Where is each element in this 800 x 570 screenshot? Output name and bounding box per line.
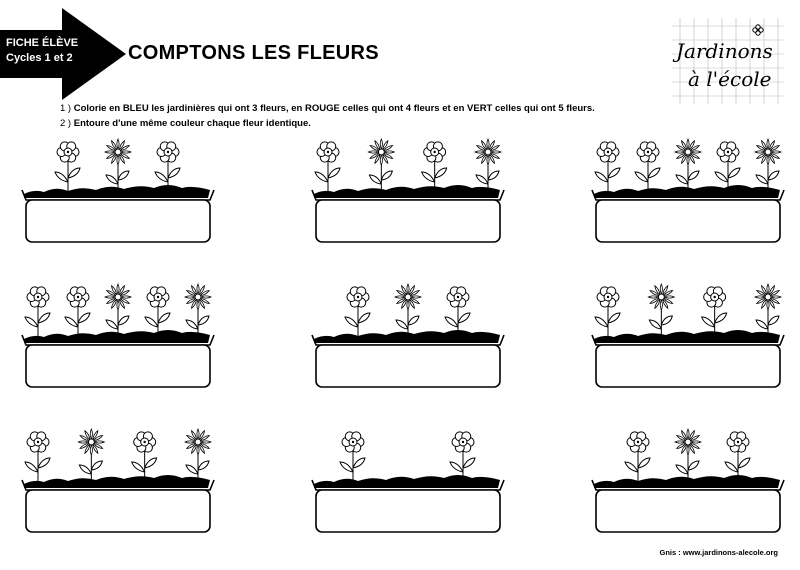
planter-drawing (18, 130, 218, 250)
logo-line1: Jardinons (676, 39, 773, 63)
instruction-number: 2 ) (60, 118, 72, 129)
daisy-flower[interactable] (755, 284, 781, 337)
daisy-flower[interactable] (78, 429, 104, 482)
round-flower[interactable] (422, 142, 447, 192)
planter-box (26, 200, 210, 242)
daisy-flower[interactable] (675, 429, 701, 482)
daisy-flower[interactable] (185, 284, 211, 337)
page-title: COMPTONS LES FLEURS (128, 42, 379, 64)
round-flower[interactable] (340, 432, 365, 482)
round-flower[interactable] (595, 142, 620, 192)
badge-text (6, 36, 78, 66)
round-flower[interactable] (132, 432, 157, 482)
soil (314, 185, 500, 198)
daisy-flower[interactable] (185, 429, 211, 482)
round-flower[interactable] (315, 142, 340, 192)
daisy-flower[interactable] (395, 284, 421, 337)
daisy-flower[interactable] (675, 139, 701, 192)
soil (594, 185, 780, 198)
planter[interactable] (588, 275, 788, 395)
planter-box (26, 490, 210, 532)
badge-line1: FICHE ÉLÈVE (6, 37, 79, 49)
instruction-number: 1 ) (60, 103, 72, 114)
daisy-flower[interactable] (755, 139, 781, 192)
daisy-flower[interactable] (368, 139, 394, 192)
planter[interactable] (18, 420, 218, 540)
planter-drawing (308, 420, 508, 540)
soil (594, 475, 780, 488)
planter-drawing (588, 275, 788, 395)
round-flower[interactable] (625, 432, 650, 482)
logo (672, 18, 784, 104)
soil (594, 330, 780, 343)
planter[interactable] (308, 420, 508, 540)
planter-drawing (308, 275, 508, 395)
instruction-1 (60, 103, 595, 114)
planter-box (316, 200, 500, 242)
round-flower[interactable] (65, 287, 90, 337)
planter-box (596, 490, 780, 532)
soil (24, 330, 210, 343)
planter[interactable] (588, 420, 788, 540)
daisy-flower[interactable] (105, 284, 131, 337)
planter-box (596, 345, 780, 387)
planter-box (316, 345, 500, 387)
soil (24, 475, 210, 488)
soil (314, 330, 500, 343)
planter[interactable] (308, 130, 508, 250)
planter-box (596, 200, 780, 242)
round-flower[interactable] (445, 287, 470, 337)
credit-text: Gnis : www.jardinons-alecole.org (659, 548, 778, 557)
daisy-flower[interactable] (475, 139, 501, 192)
daisy-flower[interactable] (648, 284, 674, 337)
daisy-flower[interactable] (105, 139, 131, 192)
round-flower[interactable] (715, 142, 740, 192)
planter-box (316, 490, 500, 532)
round-flower[interactable] (702, 287, 727, 337)
round-flower[interactable] (595, 287, 620, 337)
badge-line2: Cycles 1 et 2 (6, 52, 73, 64)
flower-icon (753, 25, 763, 35)
planter-drawing (588, 420, 788, 540)
round-flower[interactable] (155, 142, 180, 192)
planter-drawing (308, 130, 508, 250)
instruction-2 (60, 118, 311, 129)
planter[interactable] (18, 130, 218, 250)
logo-grid (672, 18, 784, 104)
planter-drawing (588, 130, 788, 250)
planter[interactable] (308, 275, 508, 395)
planter-drawing (18, 275, 218, 395)
instruction-text: Colorie en BLEU les jardinières qui ont 3 fleurs, en ROUGE celles qui ont 4 fleurs et en VERT celles qui ont 5 fleurs. (73, 103, 595, 114)
round-flower[interactable] (55, 142, 80, 192)
logo-line2: à l'école (688, 67, 772, 91)
planter[interactable] (588, 130, 788, 250)
planter[interactable] (18, 275, 218, 395)
planter-box (26, 345, 210, 387)
round-flower[interactable] (145, 287, 170, 337)
soil (24, 185, 210, 198)
round-flower[interactable] (450, 432, 475, 482)
planter-drawing (18, 420, 218, 540)
instruction-text: Entoure d'une même couleur chaque fleur identique. (73, 118, 311, 129)
round-flower[interactable] (25, 432, 50, 482)
round-flower[interactable] (725, 432, 750, 482)
soil (314, 475, 500, 488)
round-flower[interactable] (635, 142, 660, 192)
round-flower[interactable] (25, 287, 50, 337)
round-flower[interactable] (345, 287, 370, 337)
